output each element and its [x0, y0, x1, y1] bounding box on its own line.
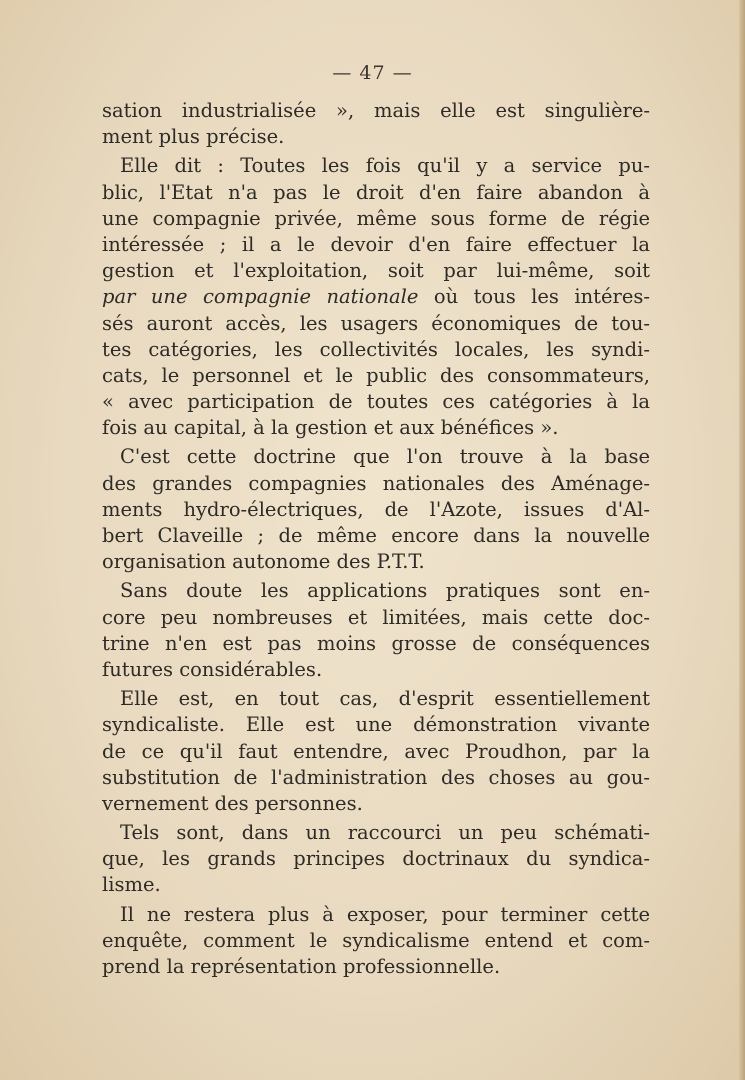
text-line: vernement des personnes.	[102, 791, 363, 815]
text-line: ment plus précise.	[102, 125, 285, 149]
italic-phrase: par une compagnie nationale	[102, 285, 419, 309]
text-line: trine n'en est pas moins grosse de conséquences	[102, 631, 650, 655]
text-line: de ce qu'il faut entendre, avec Proudhon, par la	[102, 739, 650, 763]
text-line: une compagnie privée, même sous forme de régie	[102, 206, 650, 230]
text-line: cats, le personnel et le public des consommateurs,	[102, 363, 650, 387]
paragraph-6	[102, 820, 650, 899]
paragraph-5	[102, 686, 650, 817]
text-line: futures considérables.	[102, 657, 323, 681]
text-line: sés auront accès, les usagers économiques de tou-	[102, 311, 650, 335]
text-line: Sans doute les applications pratiques sont en-	[120, 579, 650, 603]
text-line-with-italic: par une compagnie nationale où tous les intéres-	[102, 285, 650, 309]
text-line: substitution de l'administration des choses au gou-	[102, 765, 650, 789]
text-line: intéressée ; il a le devoir d'en faire effectuer la	[102, 232, 650, 256]
text-line: lisme.	[102, 873, 161, 897]
text-line: gestion et l'exploitation, soit par lui-même, soit	[102, 259, 650, 283]
text-line: core peu nombreuses et limitées, mais cette doc-	[102, 605, 650, 629]
text-line: blic, l'Etat n'a pas le droit d'en faire abandon à	[102, 180, 650, 204]
paragraph-3	[102, 444, 650, 575]
text-line: enquête, comment le syndicalisme entend et com-	[102, 928, 650, 952]
text-line: organisation autonome des P.T.T.	[102, 550, 425, 574]
paragraph-1	[102, 98, 650, 150]
text-line: Elle dit : Toutes les fois qu'il y a service pu-	[120, 154, 650, 178]
body-text	[102, 98, 650, 980]
page-number: — 47 —	[332, 62, 413, 84]
text-line: Elle est, en tout cas, d'esprit essentiellement	[120, 687, 650, 711]
paragraph-7	[102, 902, 650, 981]
text-line: que, les grands principes doctrinaux du syndica-	[102, 847, 650, 871]
text-line: Tels sont, dans un raccourci un peu schémati-	[120, 821, 650, 845]
text-line: sation industrialisée », mais elle est singulière-	[102, 99, 650, 122]
page-edge	[739, 0, 745, 1080]
text-line: C'est cette doctrine que l'on trouve à la base	[120, 445, 650, 469]
paragraph-4	[102, 578, 650, 683]
text-line: des grandes compagnies nationales des Aménage-	[102, 471, 650, 495]
paragraph-2	[102, 153, 650, 441]
text-line: prend la représentation professionnelle.	[102, 955, 501, 978]
text-line: bert Claveille ; de même encore dans la nouvelle	[102, 524, 650, 547]
text-line: tes catégories, les collectivités locales, les syndi-	[102, 337, 650, 361]
text-line: ments hydro-électriques, de l'Azote, issues d'Al-	[102, 497, 650, 521]
text-line: syndicaliste. Elle est une démonstration vivante	[102, 713, 650, 737]
text-line: « avec participation de toutes ces catégories à la	[102, 390, 650, 414]
text-line: fois au capital, à la gestion et aux bénéfices ».	[102, 416, 559, 440]
text-line: Il ne restera plus à exposer, pour terminer cette	[120, 902, 650, 926]
